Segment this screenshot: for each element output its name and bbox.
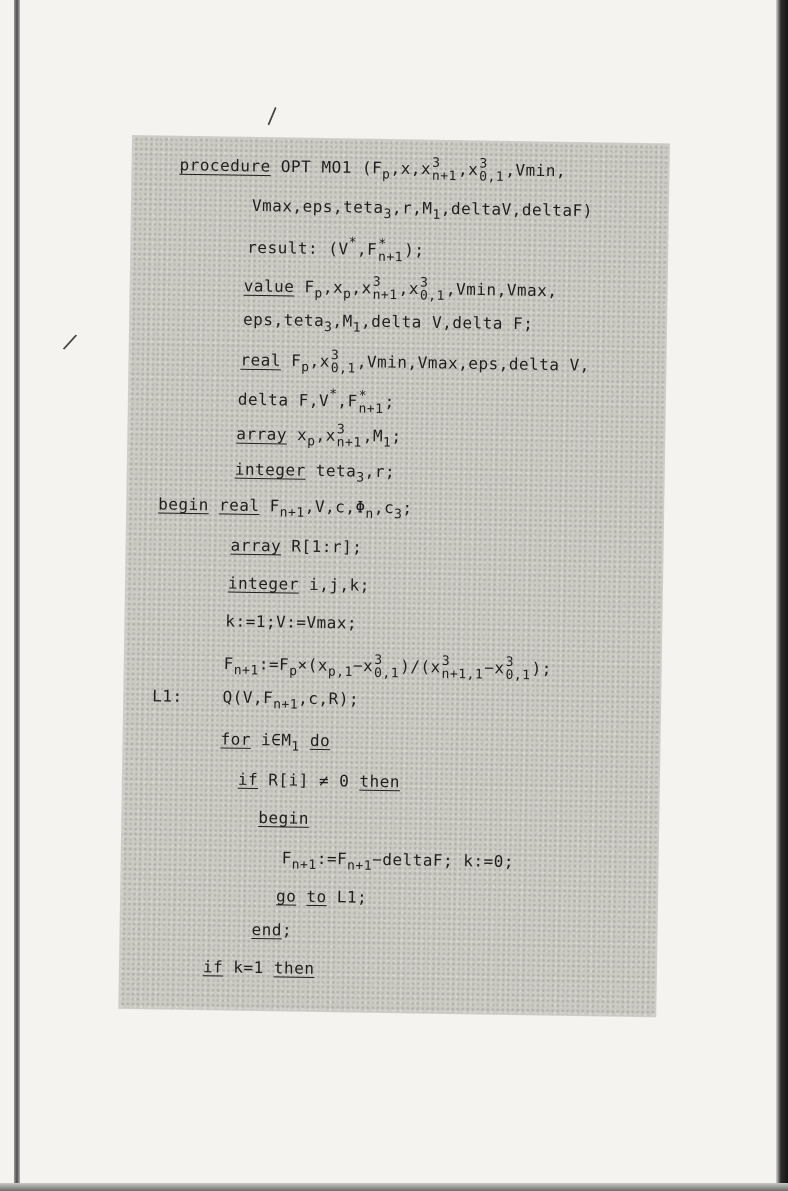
code-line-array-r: array R[1:r];	[230, 535, 363, 557]
code-line-value-cont: $eps,teta_3,M_1,delta$ V,delta F;	[242, 309, 534, 336]
code-line-result: result: (V*,F * n+1 );	[247, 235, 425, 265]
page-right-edge	[776, 0, 788, 1191]
code-line-label-l1: L1: $Q(V,F_{n+1},c,R)$;	[152, 686, 360, 713]
page-bottom-edge	[0, 1183, 788, 1191]
code-line-value: value $F_p,x_p,x$ 3 n+1 ,x 3 0,1 ,Vmin,Vmax,	[243, 274, 558, 304]
code-line-real: real $F_p,x$ 3 0,1 ,Vmin,Vmax,eps,delta V,	[240, 348, 591, 377]
code-line-params: $Vmax,eps,teta_3,r,M_1,deltaV,deltaF$)	[251, 195, 593, 223]
code-line-goto: go to L1;	[275, 886, 368, 907]
code-line-if-k: if k=1 then	[202, 957, 315, 978]
code-line-if: if R[i] ≠ 0 then	[237, 769, 401, 792]
code-line-init: k:=1;V:=Vmax;	[225, 611, 358, 633]
code-line-integer-ijk: integer i,j,k;	[227, 573, 370, 595]
code-line-procedure: procedure OPT MO1 ($F_p,x,x$ 3 n+1 ,x 3 0,1 ,Vmin,	[179, 155, 567, 185]
page-left-edge	[14, 0, 20, 1191]
typewritten-code-sheet	[119, 136, 669, 1016]
code-line-begin-real: begin real $F_{n+1},V,c,\Phi_n,c_3$;	[158, 494, 413, 523]
code-line-decrement: $F_{n+1}:=F_{n+1}-deltaF$; k:=0;	[281, 848, 515, 874]
code-line-begin-inner: begin	[258, 808, 310, 828]
code-line-for: for $i\in M_1$ do	[220, 729, 331, 755]
code-line-integer: integer teta$_3$,r;	[234, 459, 396, 486]
stray-pen-mark: \	[260, 104, 283, 129]
code-line-end: end;	[251, 919, 293, 940]
code-line-assign-f: $F_{n+1}:=F_p\times(x_{p,1}-x$ 3 0,1 )/(x 3 n+1,1 −x 3 0,1 );	[223, 652, 553, 684]
stray-pen-mark: /	[61, 329, 79, 356]
code-line-array: array $x_p,x$ 3 n+1 $,M_1$;	[236, 422, 402, 451]
code-line-real-cont: delta F,V*,F * n+1 ;	[237, 387, 395, 417]
